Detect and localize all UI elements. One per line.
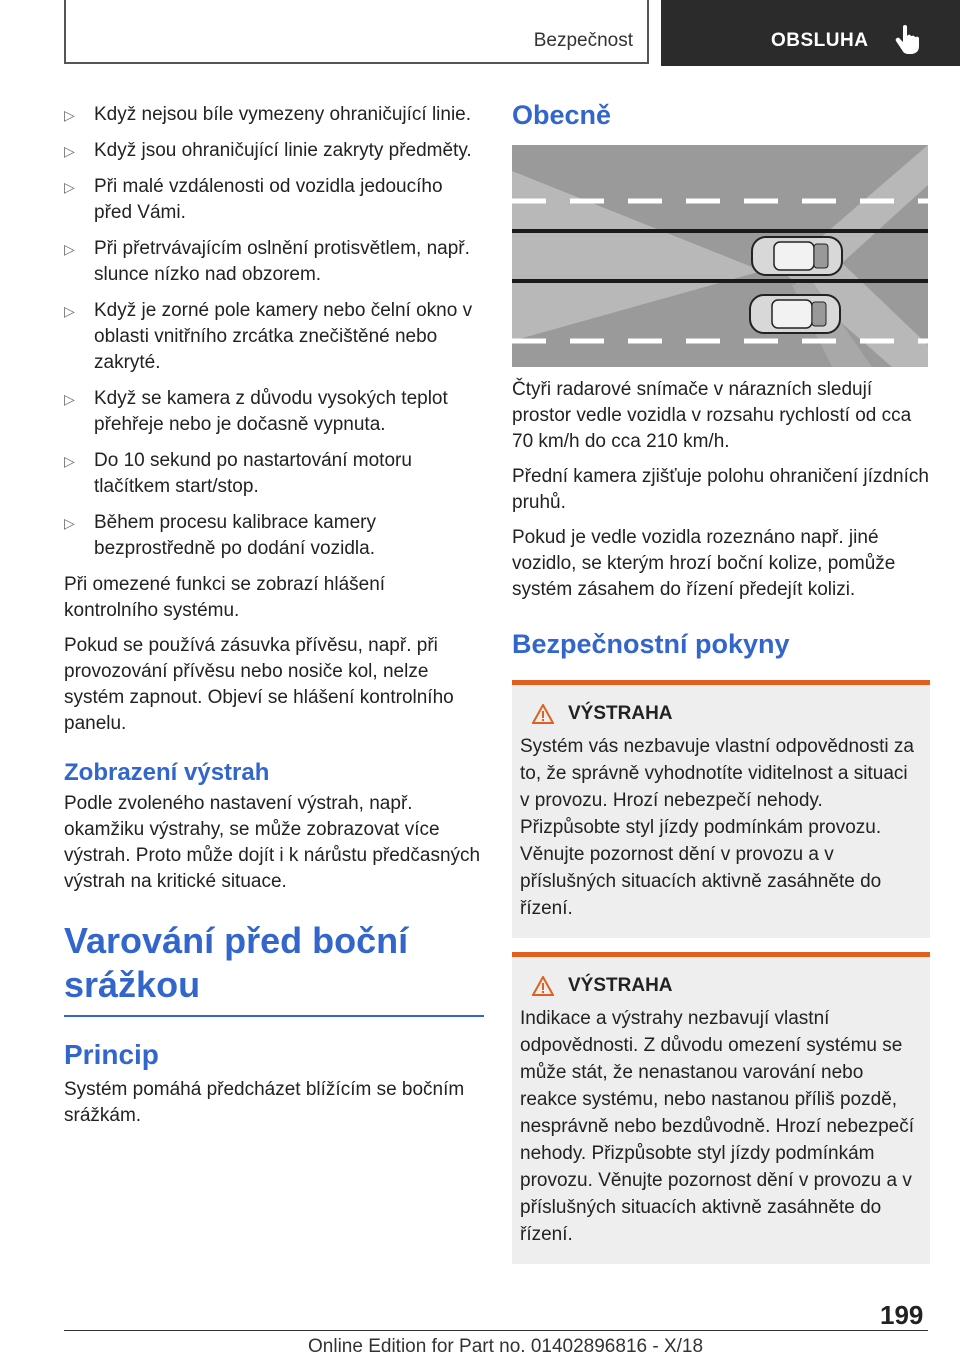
right-column [512,98,930,1264]
header-section-title: Bezpečnost [533,30,633,51]
header-chapter-box [661,0,960,66]
warning-text: Indikace a výstrahy nezbavují vlastní odpovědnosti. Z důvodu omezení systému se může stát, že nenastanou varování nebo reakce systému, nebo nastanou příliš pozdě, nesprávně nebo bezdůvodně. Hrozí nebezpečí nehody. Přizpůsobte styl jízdy podmínkám provozu. Věnujte pozornost dění v provozu a v příslušných situacích aktivně zasáhněte do řízení. [520,1008,914,1245]
radar-coverage-diagram [512,145,928,367]
warning-box [512,680,930,938]
paragraph-zobrazeni: Podle zvoleného nastavení výstrah, např. okamžiku výstrahy, se může zobrazovat více výstrah. Proto může dojít i k nárůstu předčasných výstrah na kritické situace. [64,793,481,892]
bullet-triangle-icon: ▷ [64,107,75,123]
heading-obecne: Obecně [512,100,612,130]
bullet-triangle-icon: ▷ [64,391,75,407]
condition-list [64,102,484,562]
warning-text: Systém vás nezbavuje vlastní odpovědnosti za to, že správně vyhodnotíte viditelnost a situaci v provozu. Hrozí nebezpečí nehody. Přizpůsobte styl jízdy podmínkám provozu. Věnujte pozornost dění v provozu a v příslušných situacích aktivně zasáhněte do řízení. [520,736,914,919]
left-column [64,102,484,1138]
paragraph-radar-sensors: Čtyři radarové snímače v nárazních sledují prostor vedle vozidla v rozsahu rychlostí od cca 70 km/h do cca 210 km/h. [512,379,912,452]
paragraph-collision-assist: Pokud je vedle vozidla rozeznáno např. jiné vozidlo, se kterým hrozí boční kolize, pomůže systém zásahem do řízení předejít kolizi. [512,527,896,600]
page-number: 199 [880,1300,924,1330]
warning-title: VÝSTRAHA [568,975,673,996]
list-item: ▷ Když je zorné pole kamery nebo čelní okno v oblasti vnitřního zrcátka znečištěné nebo zakryté. [64,300,473,373]
paragraph-trailer-socket: Pokud se používá zásuvka přívěsu, např. při provozování přívěsu nebo nosiče kol, nelze systém zapnout. Objeví se hlášení kontrolního panelu. [64,635,454,734]
footer-edition: Online Edition for Part no. 01402896816 - X/18 [308,1336,704,1357]
bullet-triangle-icon: ▷ [64,515,75,531]
chapter-heading: Varování před boční srážkou [64,919,484,1017]
bullet-triangle-icon: ▷ [64,179,75,195]
paragraph-limited-function: Při omezené funkci se zobrazí hlášení kontrolního systému. [64,574,386,621]
list-item: ▷ Do 10 sekund po nastartování motoru tlačítkem start/stop. [64,450,412,497]
warning-triangle-icon [532,704,554,724]
bullet-triangle-icon: ▷ [64,303,75,319]
warning-box [512,952,930,1264]
warning-triangle-icon [532,976,554,996]
footer-divider [64,1330,928,1331]
paragraph-front-camera: Přední kamera zjišťuje polohu ohraničení jízdních pruhů. [512,466,929,513]
hand-pointer-icon [894,24,922,54]
warning-title: VÝSTRAHA [568,703,673,724]
heading-princip: Princip [64,1039,159,1070]
heading-zobrazeni-vystrah: Zobrazení výstrah [64,759,270,786]
list-item: ▷ Během procesu kalibrace kamery bezprostředně po dodání vozidla. [64,512,376,559]
heading-bezpecnostni-pokyny: Bezpečnostní pokyny [512,629,790,659]
list-item: ▷ Když nejsou bíle vymezeny ohraničující linie. [64,102,484,128]
car-top-icon [752,237,842,275]
bullet-triangle-icon: ▷ [64,143,75,159]
list-item: ▷ Při malé vzdálenosti od vozidla jedoucího před Vámi. [64,176,443,223]
list-item: ▷ Když jsou ohraničující linie zakryty předměty. [64,138,484,164]
bullet-triangle-icon: ▷ [64,241,75,257]
car-top-icon [750,295,840,333]
list-item: ▷ Při přetrvávajícím oslnění protisvětlem, např. slunce nízko nad obzorem. [64,238,470,285]
bullet-triangle-icon: ▷ [64,453,75,469]
list-item: ▷ Když se kamera z důvodu vysokých teplot přehřeje nebo je dočasně vypnuta. [64,388,448,435]
header-chapter-title: OBSLUHA [771,30,869,51]
paragraph-princip: Systém pomáhá předcházet blížícím se bočním srážkám. [64,1079,465,1126]
header-section-box [64,0,649,64]
